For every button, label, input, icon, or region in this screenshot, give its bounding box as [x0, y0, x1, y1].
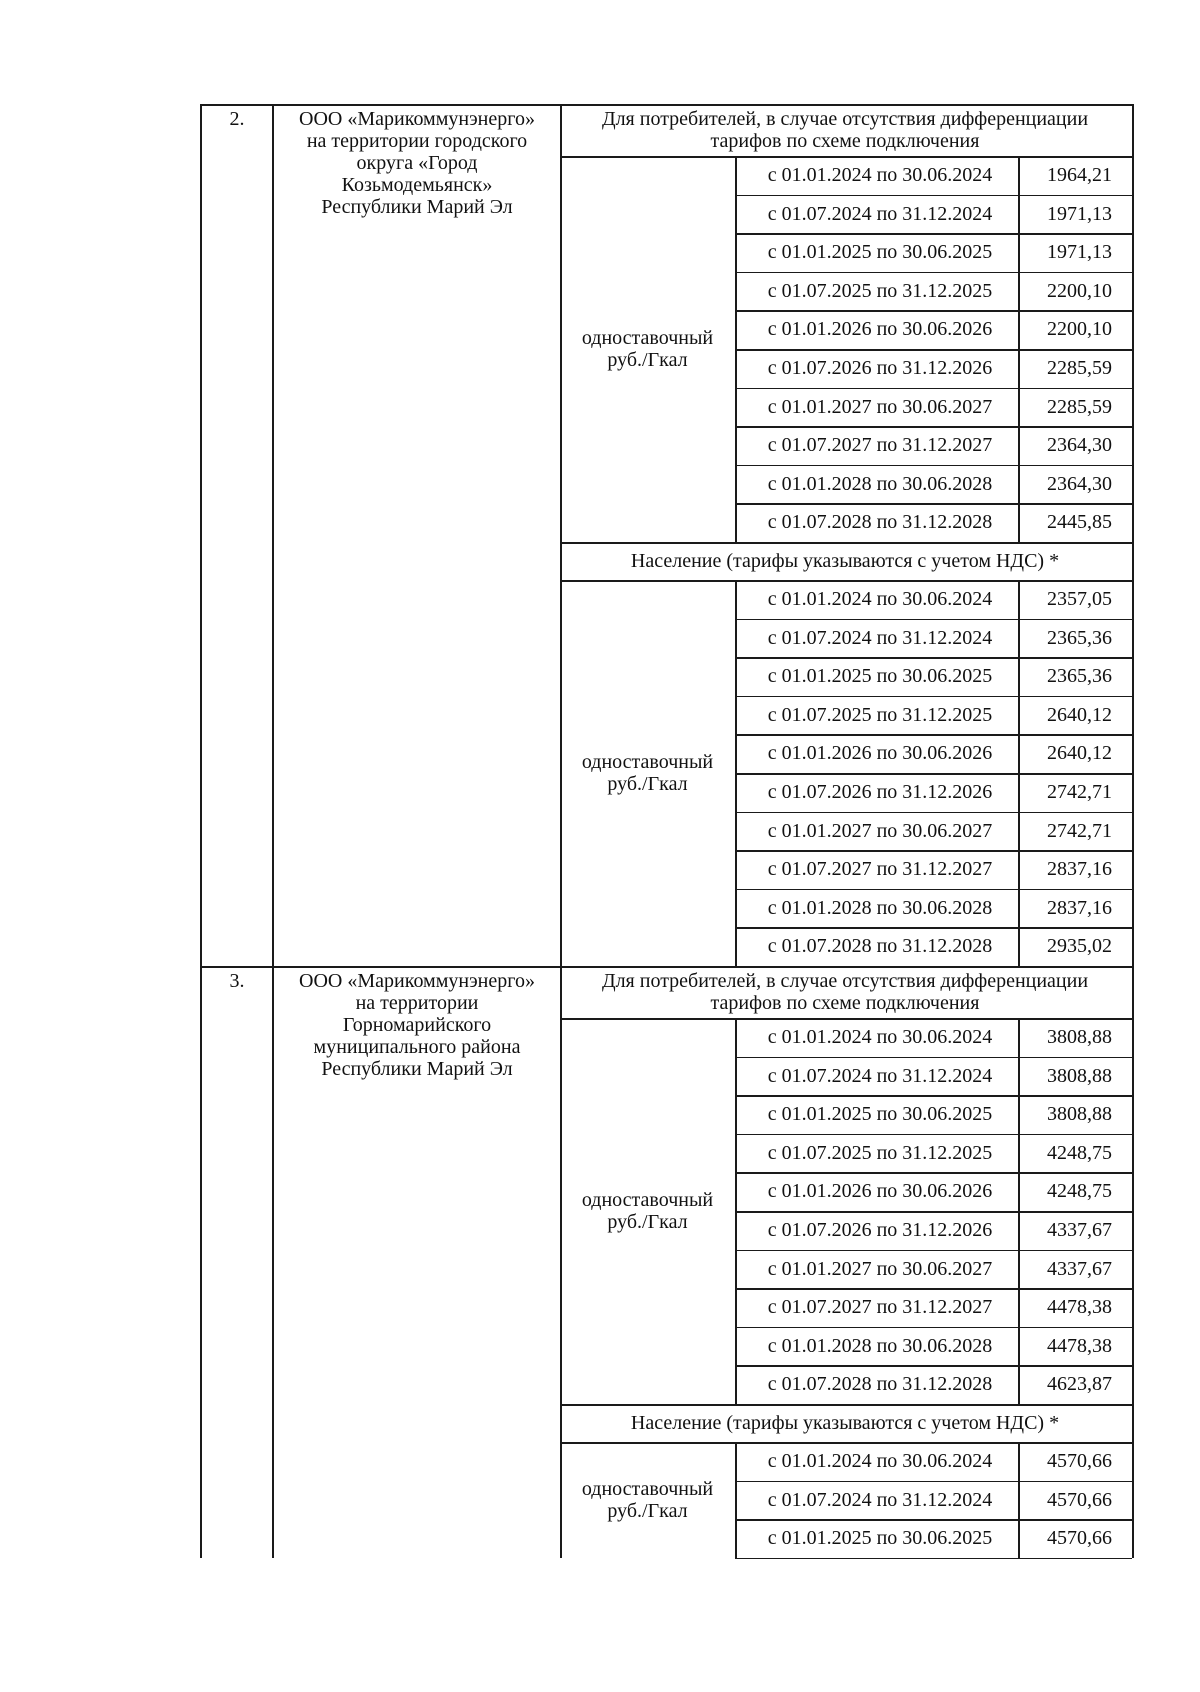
- tariff-period: с 01.01.2028 по 30.06.2028: [767, 896, 993, 919]
- tariff-period: с 01.07.2028 по 31.12.2028: [767, 511, 993, 534]
- tariff-column-border: [735, 1442, 737, 1558]
- entry-row-border: [735, 696, 1132, 698]
- tariff-period: с 01.07.2027 по 31.12.2027: [767, 858, 993, 881]
- tariff-period: с 01.01.2028 по 30.06.2028: [767, 1334, 993, 1357]
- organization-name-line: Козьмодемьянск»: [341, 174, 493, 196]
- tariff-period: с 01.01.2025 по 30.06.2025: [767, 241, 993, 264]
- table-bottom-border: [735, 1558, 1132, 1560]
- section-heading-bottom-border: [560, 156, 1132, 158]
- organization-name-line: ООО «Марикоммунэнерго»: [299, 970, 535, 992]
- entry-row-border: [735, 927, 1132, 929]
- tariff-column-border: [735, 1018, 737, 1404]
- entry-row-border: [735, 889, 1132, 891]
- tariff-value: 2364,30: [1047, 472, 1112, 495]
- tariff-value: 2285,59: [1047, 395, 1112, 418]
- tariff-period: с 01.07.2027 по 31.12.2027: [767, 434, 993, 457]
- tariff-type-label: руб./Гкал: [607, 1499, 688, 1522]
- section-heading-bottom-border: [560, 1442, 1132, 1444]
- tariff-value: 1964,21: [1047, 164, 1112, 186]
- entry-row-border: [735, 1519, 1132, 1521]
- tariff-period: с 01.01.2024 по 30.06.2024: [767, 1450, 993, 1472]
- tariff-value: 4570,66: [1047, 1450, 1112, 1472]
- tariff-value: 2357,05: [1047, 588, 1112, 610]
- organization-name-line: Республики Марий Эл: [321, 1058, 513, 1080]
- entry-row-border: [735, 272, 1132, 274]
- section-heading: Население (тарифы указываются с учетом НДС) *: [630, 550, 1060, 572]
- tariff-value: 4570,66: [1047, 1527, 1112, 1550]
- entry-row-border: [735, 1172, 1132, 1174]
- tariff-period: с 01.01.2025 по 30.06.2025: [767, 665, 993, 688]
- tariff-column-border: [735, 156, 737, 542]
- table-left-border: [200, 104, 202, 1558]
- organization-name-line: муниципального района: [313, 1036, 521, 1058]
- tariff-period: с 01.01.2026 по 30.06.2026: [767, 1180, 993, 1203]
- tariff-value: 4248,75: [1047, 1180, 1112, 1203]
- tariff-period: с 01.07.2026 по 31.12.2026: [767, 781, 993, 803]
- tariff-value: 2742,71: [1047, 819, 1112, 842]
- entry-row-border: [735, 1134, 1132, 1136]
- organization-name-line: на территории городского: [306, 130, 528, 152]
- period-column-border: [1018, 580, 1020, 966]
- tariff-value: 2445,85: [1047, 511, 1112, 534]
- tariff-value: 3808,88: [1047, 1064, 1112, 1087]
- period-column-border: [1018, 156, 1020, 542]
- tariff-period: с 01.01.2027 по 30.06.2027: [767, 1257, 993, 1280]
- entry-row-border: [735, 349, 1132, 351]
- entry-row-border: [735, 734, 1132, 736]
- tariff-period: с 01.01.2025 по 30.06.2025: [767, 1527, 993, 1550]
- tariff-period: с 01.01.2025 по 30.06.2025: [767, 1103, 993, 1126]
- entry-row-border: [735, 1481, 1132, 1483]
- tariff-value: 1971,13: [1047, 202, 1112, 225]
- row-number: 2.: [229, 108, 245, 130]
- tariff-value: 2640,12: [1047, 703, 1112, 726]
- tariff-period: с 01.01.2024 по 30.06.2024: [767, 588, 993, 610]
- entry-row-border: [735, 1057, 1132, 1059]
- tariff-type-label: руб./Гкал: [607, 773, 688, 795]
- tariff-value: 4337,67: [1047, 1257, 1112, 1280]
- entry-row-border: [735, 503, 1132, 505]
- section-heading: тарифов по схеме подключения: [710, 130, 980, 152]
- entry-row-border: [735, 1288, 1132, 1290]
- section-heading: Для потребителей, в случае отсутствия дифференциации: [601, 108, 1089, 130]
- tariff-period: с 01.07.2025 по 31.12.2025: [767, 279, 993, 302]
- entry-row-border: [735, 465, 1132, 467]
- section-heading: тарифов по схеме подключения: [710, 992, 980, 1014]
- tariff-value: 2200,10: [1047, 318, 1112, 341]
- section-top-border: [560, 542, 1132, 544]
- entry-row-border: [735, 812, 1132, 814]
- period-column-border: [1018, 1018, 1020, 1404]
- tariff-period: с 01.01.2026 по 30.06.2026: [767, 318, 993, 341]
- tariff-period: с 01.07.2024 по 31.12.2024: [767, 1488, 993, 1511]
- tariff-value: 4570,66: [1047, 1488, 1112, 1511]
- tariff-period: с 01.01.2024 по 30.06.2024: [767, 1026, 993, 1048]
- tariff-value: 3808,88: [1047, 1103, 1112, 1126]
- entry-row-border: [735, 1250, 1132, 1252]
- tariff-value: 2365,36: [1047, 665, 1112, 688]
- tariff-value: 4478,38: [1047, 1296, 1112, 1319]
- table-right-border: [1132, 104, 1134, 1558]
- tariff-type-label: руб./Гкал: [607, 1211, 688, 1233]
- tariff-type-label: одноставочный: [581, 1477, 714, 1500]
- entry-row-border: [735, 1365, 1132, 1367]
- tariff-period: с 01.01.2027 по 30.06.2027: [767, 395, 993, 418]
- organization-name-line: ООО «Марикоммунэнерго»: [299, 108, 535, 130]
- section-top-border: [560, 1404, 1132, 1406]
- tariff-period: с 01.01.2026 по 30.06.2026: [767, 742, 993, 765]
- section-heading-bottom-border: [560, 580, 1132, 582]
- tariff-period: с 01.01.2028 по 30.06.2028: [767, 472, 993, 495]
- tariff-value: 4478,38: [1047, 1334, 1112, 1357]
- organization-name-line: на территории: [355, 992, 479, 1014]
- entry-row-border: [735, 850, 1132, 852]
- entry-row-border: [735, 1211, 1132, 1213]
- entry-row-border: [735, 1095, 1132, 1097]
- tariff-period: с 01.07.2026 по 31.12.2026: [767, 357, 993, 379]
- tariff-period: с 01.07.2024 по 31.12.2024: [767, 626, 993, 649]
- row-top-border: [200, 104, 1132, 106]
- section-heading: Для потребителей, в случае отсутствия дифференциации: [601, 970, 1089, 992]
- tariff-period: с 01.07.2028 по 31.12.2028: [767, 1373, 993, 1396]
- tariff-value: 4337,67: [1047, 1219, 1112, 1241]
- tariff-value: 2935,02: [1047, 935, 1112, 958]
- tariff-value: 2200,10: [1047, 279, 1112, 302]
- tariff-value: 4623,87: [1047, 1373, 1112, 1396]
- tariff-period: с 01.07.2025 по 31.12.2025: [767, 703, 993, 726]
- organization-name-line: Горномарийского: [342, 1014, 492, 1036]
- tariff-value: 4248,75: [1047, 1141, 1112, 1164]
- tariff-value: 2364,30: [1047, 434, 1112, 457]
- number-column-border: [272, 104, 274, 1558]
- entry-row-border: [735, 310, 1132, 312]
- entry-row-border: [735, 773, 1132, 775]
- tariff-period: с 01.01.2027 по 30.06.2027: [767, 819, 993, 842]
- entry-row-border: [735, 426, 1132, 428]
- period-column-border: [1018, 1442, 1020, 1558]
- tariff-value: 2742,71: [1047, 781, 1112, 803]
- tariff-period: с 01.07.2025 по 31.12.2025: [767, 1141, 993, 1164]
- tariff-period: с 01.07.2026 по 31.12.2026: [767, 1219, 993, 1241]
- tariff-value: 2837,16: [1047, 896, 1112, 919]
- tariff-value: 3808,88: [1047, 1026, 1112, 1048]
- tariff-period: с 01.07.2024 по 31.12.2024: [767, 202, 993, 225]
- tariff-value: 2640,12: [1047, 742, 1112, 765]
- section-heading: Население (тарифы указываются с учетом НДС) *: [630, 1412, 1060, 1434]
- section-heading-bottom-border: [560, 1018, 1132, 1020]
- entry-row-border: [735, 195, 1132, 197]
- tariff-period: с 01.01.2024 по 30.06.2024: [767, 164, 993, 186]
- organization-column-border: [560, 104, 562, 1558]
- organization-name-line: Республики Марий Эл: [321, 196, 513, 218]
- tariff-value: 2837,16: [1047, 858, 1112, 881]
- tariff-value: 1971,13: [1047, 241, 1112, 264]
- tariff-period: с 01.07.2024 по 31.12.2024: [767, 1064, 993, 1087]
- organization-name-line: округа «Город: [356, 152, 478, 174]
- entry-row-border: [735, 388, 1132, 390]
- tariff-type-label: руб./Гкал: [607, 349, 688, 371]
- entry-row-border: [735, 657, 1132, 659]
- entry-row-border: [735, 619, 1132, 621]
- tariff-type-label: одноставочный: [581, 327, 714, 349]
- tariff-column-border: [735, 580, 737, 966]
- entry-row-border: [735, 1327, 1132, 1329]
- row-top-border: [200, 966, 1132, 968]
- tariff-value: 2285,59: [1047, 357, 1112, 379]
- tariff-value: 2365,36: [1047, 626, 1112, 649]
- tariff-period: с 01.07.2028 по 31.12.2028: [767, 935, 993, 958]
- entry-row-border: [735, 233, 1132, 235]
- tariff-type-label: одноставочный: [581, 1189, 714, 1211]
- row-number: 3.: [229, 970, 245, 992]
- tariff-period: с 01.07.2027 по 31.12.2027: [767, 1296, 993, 1319]
- tariff-type-label: одноставочный: [581, 751, 714, 773]
